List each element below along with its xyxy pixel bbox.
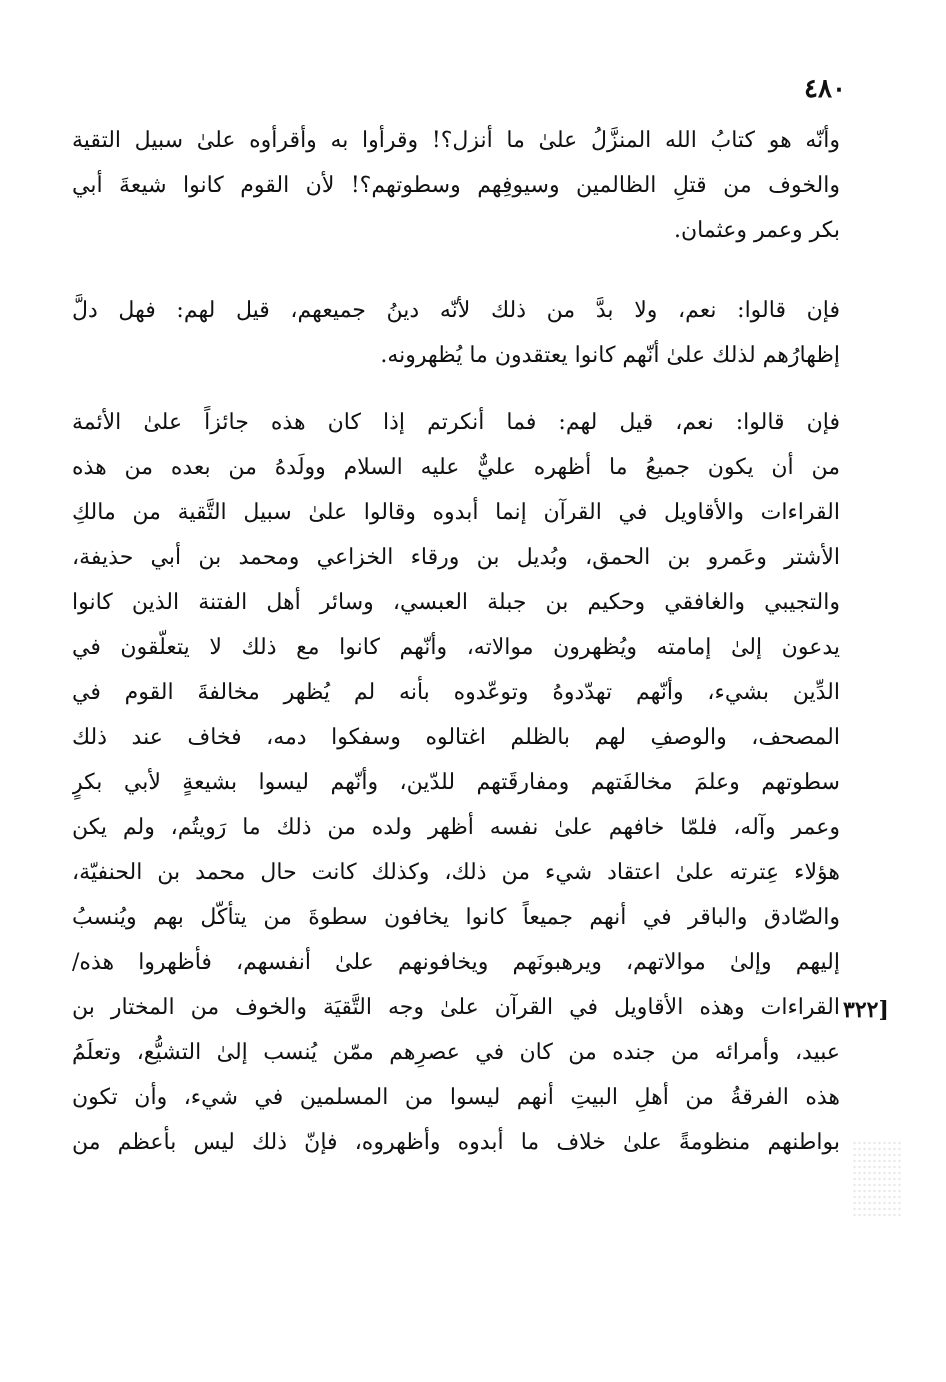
paragraph-2: [72, 288, 840, 378]
text-line: والتجيبي والغافقي وحكيم بن جبلة العبسي، وسائر أهل الفتنة الذين كانوا: [72, 590, 840, 615]
paragraph-body: [72, 118, 840, 253]
margin-page-reference: [٣٢٢: [843, 997, 889, 1023]
page-number: ٤٨٠: [804, 74, 846, 104]
paragraph-1: [72, 118, 840, 253]
text-line: هذه الفرقةُ من أهلِ البيتِ أنهم ليسوا من المسلمين في شيء، وأن تكون: [72, 1085, 840, 1110]
text-line: بكر وعمر وعثمان.: [674, 218, 840, 243]
text-line: بواطنهم منظومةً علىٰ خلاف ما أبدوه وأظهروه، فإنّ ذلك ليس بأعظم من: [72, 1130, 840, 1155]
text-line: وعمر وآله، فلمّا خافهم علىٰ نفسه أظهر ولده من ذلك ما رَويتُم، ولم يكن: [72, 815, 840, 840]
paragraph-body: [72, 288, 840, 378]
text-line: يدعون إلىٰ إمامته ويُظهرون موالاته، وأنّهم كانوا مع ذلك لا يتعلّقون في: [72, 635, 840, 660]
text-line: هؤلاء عِترته علىٰ اعتقاد شيء من ذلك، وكذلك كانت حال محمد بن الحنفيّة،: [72, 860, 840, 885]
text-line: وأنّه هو كتابُ الله المنزَّلُ علىٰ ما أنزل؟! وقرأوا به وأقرأوه علىٰ سبيل التقية: [72, 128, 840, 153]
text-line: عبيد، وأمرائه من جنده من كان في عصرِهم ممّن يُنسب إلىٰ التشيُّع، وتعلَمُ: [72, 1040, 840, 1065]
text-line: القراءات والأقاويل في القرآن إنما أبدوه وقالوا علىٰ سبيل التَّقية من مالكِ: [72, 500, 840, 525]
text-line: إليهم وإلىٰ موالاتهم، ويرهبونَهم ويخافونهم علىٰ أنفسهم، فأظهروا هذه/: [72, 950, 840, 975]
text-line: القراءات وهذه الأقاويل في القرآن علىٰ وجه التَّقيَة والخوف من المختار بن: [72, 995, 840, 1020]
text-line: سطوتهم وعلمَ مخالفَتهم ومفارقَتهم للدّين، وأنّهم ليسوا بشيعةٍ لأبي بكرٍ: [72, 770, 840, 795]
paragraph-body: [72, 400, 840, 1165]
text-line: الأشتر وعَمرو بن الحمق، وبُديل بن ورقاء الخزاعي ومحمد بن أبي حذيفة،: [72, 545, 840, 570]
text-line: الدِّين بشيء، وأنّهم تهدّدوهُ وتوعّدوه بأنه لم يُظهر مخالفةَ القوم في: [72, 680, 840, 705]
text-line: فإن قالوا: نعم، ولا بدَّ من ذلك لأنّه دينُ جميعهم، قيل لهم: فهل دلَّ: [72, 298, 840, 323]
text-line: والصّادق والباقر في أنهم جميعاً كانوا يخافون سطوةَ من يتأكّل بهم ويُنسبُ: [72, 905, 840, 930]
paragraph-3: [72, 400, 840, 1165]
text-line: والخوف من قتلِ الظالمين وسيوفِهم وسطوتهم؟! لأن القوم كانوا شيعةَ أبي: [72, 173, 840, 198]
scan-speckle: [852, 1140, 902, 1220]
text-line: إظهارُهم لذلك علىٰ أنّهم كانوا يعتقدون ما يُظهرونه.: [380, 343, 840, 368]
text-line: فإن قالوا: نعم، قيل لهم: فما أنكرتم إذا كان هذه جائزاً علىٰ الأئمة: [72, 410, 840, 435]
text-line: من أن يكون جميعُ ما أظهره عليٌّ عليه السلام وولَدهُ من بعده من هذه: [72, 455, 840, 480]
text-line: المصحف، والوصفِ لهم بالظلم اغتالوه وسفكوا دمه، فخاف عند ذلك: [72, 725, 840, 750]
